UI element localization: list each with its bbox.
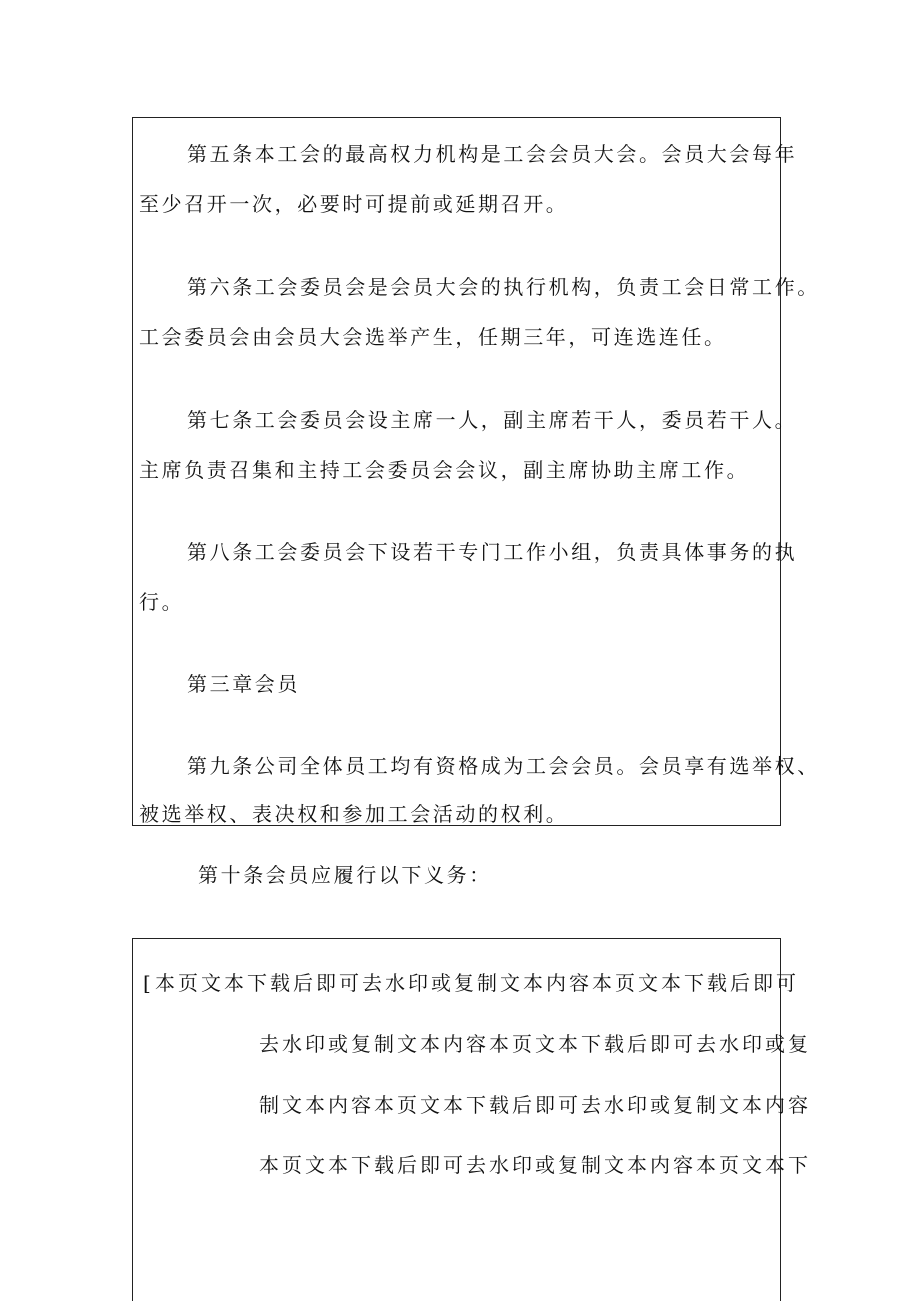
watermark-box xyxy=(132,938,811,1301)
article-6-line-2: 工会委员会由会员大会选举产生，任期三年，可连选连任。 xyxy=(139,325,727,349)
article-5-line-2: 至少召开一次，必要时可提前或延期召开。 xyxy=(139,192,569,216)
article-8-line-1: 第八条工会委员会下设若干专门工作小组，负责具体事务的执 xyxy=(187,540,798,564)
watermark-line-1: 本页文本下载后即可去水印或复制文本内容本页文本下载后即可 xyxy=(155,971,799,995)
article-7-line-2: 主席负责召集和主持工会委员会会议，副主席协助主席工作。 xyxy=(139,458,750,482)
watermark-line-4: 本页文本下载后即可去水印或复制文本内容本页文本下 xyxy=(259,1153,811,1177)
article-10-heading: 第十条会员应履行以下义务： xyxy=(198,863,492,887)
article-7-line-1: 第七条工会委员会设主席一人，副主席若干人，委员若干人。 xyxy=(187,408,798,432)
chapter-3-heading: 第三章会员 xyxy=(187,672,300,696)
article-6-line-1: 第六条工会委员会是会员大会的执行机构，负责工会日常工作。 xyxy=(187,275,820,299)
article-5-line-1: 第五条本工会的最高权力机构是工会会员大会。会员大会每年 xyxy=(187,142,798,166)
article-8-line-2: 行。 xyxy=(139,590,185,614)
watermark-bracket: [ xyxy=(143,971,151,995)
articles-box xyxy=(132,117,820,826)
watermark-line-3: 制文本内容本页文本下载后即可去水印或复制文本内容 xyxy=(259,1093,811,1117)
watermark-line-2: 去水印或复制文本内容本页文本下载后即可去水印或复 xyxy=(259,1032,811,1056)
article-9-line-1: 第九条公司全体员工均有资格成为工会会员。会员享有选举权、 xyxy=(187,754,820,778)
article-9-line-2: 被选举权、表决权和参加工会活动的权利。 xyxy=(139,802,569,826)
